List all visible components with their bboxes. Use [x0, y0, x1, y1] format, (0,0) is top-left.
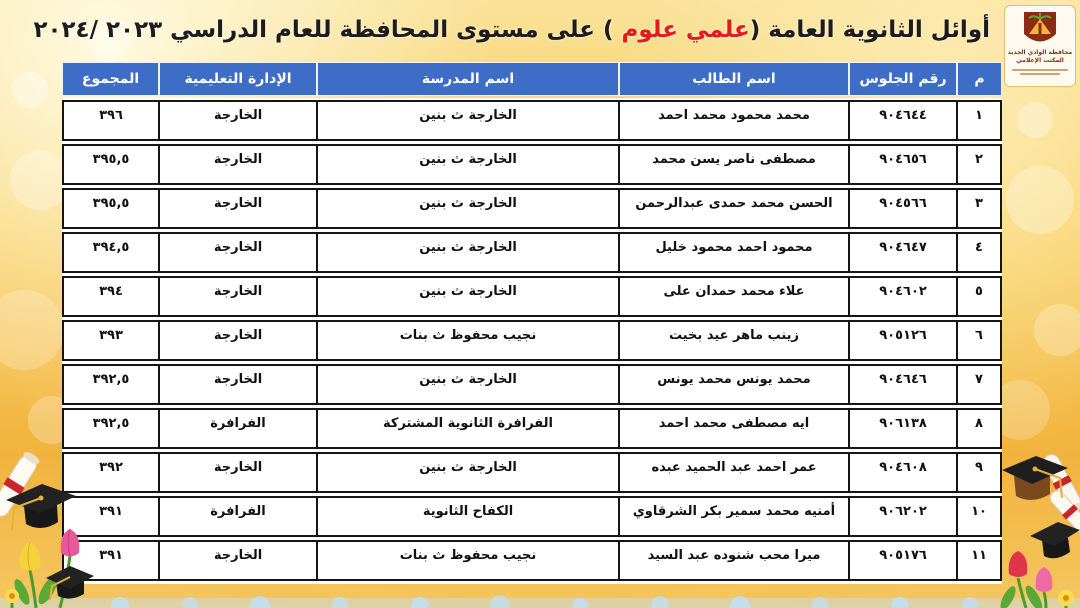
cell-seat-number: ٩٠٤٦٤٦	[848, 366, 956, 403]
cell-student-name: عمر احمد عبد الحميد عبده	[618, 454, 848, 491]
cell-total-score: ٣٩٥,٥	[92, 196, 130, 211]
cell-total-score: ٣٩٤,٥	[92, 240, 130, 255]
cell-school-name: الخارجة ث بنين	[316, 278, 618, 315]
cell-school-name: الخارجة ث بنين	[316, 366, 618, 403]
yellow-flower-icon	[5, 589, 19, 603]
cell-school-name: نجيب محفوظ ث بنات	[316, 322, 618, 359]
cell-student-name: محمود احمد محمود خليل	[618, 234, 848, 271]
graduation-cap-icon	[1002, 456, 1068, 500]
cell-rank: ١	[956, 102, 1000, 139]
cell-administration: الخارجة	[158, 146, 316, 183]
diploma-scroll-icon	[1047, 487, 1080, 536]
diploma-scroll-icon	[1040, 451, 1080, 515]
table-row	[62, 188, 1002, 229]
red-tulip-icon	[1009, 551, 1028, 577]
cell-student-name: زينب ماهر عيد بخيت	[618, 322, 848, 359]
cell-student-name: محمد يونس محمد يونس	[618, 366, 848, 403]
page-title	[33, 11, 990, 49]
cell-administration: الفرافرة	[158, 498, 316, 535]
cell-total-score: ٣٩٢,٥	[92, 372, 130, 387]
cell-school-name: نجيب محفوظ ث بنات	[316, 542, 618, 579]
cell-total-score: ٣٩١	[99, 504, 123, 519]
cell-rank: ٢	[956, 146, 1000, 183]
column-header-seat-number: رقم الجلوس	[850, 63, 956, 95]
cell-school-name: الخارجة ث بنين	[316, 190, 618, 227]
cell-rank: ١١	[956, 542, 1000, 579]
cell-rank: ١٠	[956, 498, 1000, 535]
cell-student-name: أمنيه محمد سمير بكر الشرقاوي	[618, 498, 848, 535]
governorate-logo	[1004, 5, 1076, 87]
cell-rank: ٩	[956, 454, 1000, 491]
table-row	[62, 144, 1002, 185]
cell-rank: ٧	[956, 366, 1000, 403]
table-row	[62, 496, 1002, 537]
cell-total-score: ٣٩٢,٥	[92, 416, 130, 431]
cell-school-name: الفرافرة الثانوية المشتركة	[316, 410, 618, 447]
title-prefix: أوائل الثانوية العامة (	[749, 17, 990, 43]
cell-seat-number: ٩٠٥١٧٦	[848, 542, 956, 579]
cell-school-name: الخارجة ث بنين	[316, 234, 618, 271]
cell-student-name: ميرا محب شنوده عبد السيد	[618, 542, 848, 579]
table-row	[62, 276, 1002, 317]
leaves	[12, 573, 62, 607]
cell-seat-number: ٩٠٦٢٠٢	[848, 498, 956, 535]
table-row	[62, 408, 1002, 449]
cell-administration: الخارجة	[158, 542, 316, 579]
cell-administration: الخارجة	[158, 278, 316, 315]
column-header-number: م	[958, 63, 1001, 95]
cell-administration: الخارجة	[158, 102, 316, 139]
cell-school-name: الكفاح الثانوية	[316, 498, 618, 535]
table-row	[62, 100, 1002, 141]
cell-total-score: ٣٩٤	[99, 284, 123, 299]
cell-seat-number: ٩٠٤٦٤٤	[848, 102, 956, 139]
column-header-educational-administration: الإدارة التعليمية	[160, 63, 316, 95]
title-highlight-track: علمي علوم	[621, 17, 750, 43]
cell-rank: ٥	[956, 278, 1000, 315]
diploma-scroll-icon	[0, 449, 42, 520]
table-row	[62, 232, 1002, 273]
cell-rank: ٨	[956, 410, 1000, 447]
yellow-tulip-icon	[20, 542, 41, 571]
cell-seat-number: ٩٠٤٦٤٧	[848, 234, 956, 271]
column-header-school-name: اسم المدرسة	[318, 63, 618, 95]
cell-rank: ٦	[956, 322, 1000, 359]
cell-total-score: ٣٩٢	[99, 460, 123, 475]
cell-total-score: ٣٩٥,٥	[92, 152, 130, 167]
cell-seat-number: ٩٠٥١٢٦	[848, 322, 956, 359]
cell-administration: الخارجة	[158, 322, 316, 359]
cell-student-name: الحسن محمد حمدى عبدالرحمن	[618, 190, 848, 227]
cell-administration: الخارجة	[158, 454, 316, 491]
table-row	[62, 452, 1002, 493]
cell-rank: ٣	[956, 190, 1000, 227]
leaves	[997, 583, 1045, 608]
cell-seat-number: ٩٠٤٦٠٨	[848, 454, 956, 491]
cell-total-score: ٣٩٣	[99, 328, 123, 343]
cell-administration: الخارجة	[158, 190, 316, 227]
logo-title: محافظة الوادي الجديد	[1007, 49, 1073, 56]
table-row	[62, 364, 1002, 405]
logo-subtitle: المكتب الإعلامي	[1016, 57, 1064, 64]
table-row	[62, 320, 1002, 361]
table-header	[62, 62, 1002, 96]
column-header-total-score: المجموع	[63, 63, 158, 95]
cell-total-score: ٣٩١	[99, 548, 123, 563]
column-header-student-name: اسم الطالب	[620, 63, 848, 95]
tulip-stems	[1018, 578, 1066, 608]
cell-school-name: الخارجة ث بنين	[316, 102, 618, 139]
governorate-emblem-icon	[1018, 9, 1062, 49]
cell-seat-number: ٩٠٤٥٦٦	[848, 190, 956, 227]
pink-tulip-icon	[1036, 567, 1053, 592]
cell-administration: الفرافرة	[158, 410, 316, 447]
cell-school-name: الخارجة ث بنين	[316, 146, 618, 183]
cell-seat-number: ٩٠٤٦٥٦	[848, 146, 956, 183]
graduation-cap-icon	[1030, 522, 1080, 558]
cell-school-name: الخارجة ث بنين	[316, 454, 618, 491]
cell-student-name: علاء محمد حمدان على	[618, 278, 848, 315]
table-row	[62, 540, 1002, 581]
cell-student-name: ايه مصطفى محمد احمد	[618, 410, 848, 447]
cell-student-name: مصطفى ناصر يسن محمد	[618, 146, 848, 183]
cell-administration: الخارجة	[158, 366, 316, 403]
bottom-blue-bokeh	[0, 595, 1080, 608]
yellow-flower-icon	[1058, 590, 1074, 606]
cell-seat-number: ٩٠٤٦٠٢	[848, 278, 956, 315]
cell-seat-number: ٩٠٦١٣٨	[848, 410, 956, 447]
results-table	[62, 98, 1002, 584]
cell-rank: ٤	[956, 234, 1000, 271]
logo-fine-print	[1012, 67, 1068, 77]
cell-administration: الخارجة	[158, 234, 316, 271]
cell-total-score: ٣٩٦	[99, 108, 123, 123]
cell-student-name: محمد محمود محمد احمد	[618, 102, 848, 139]
title-suffix: ) على مستوى المحافظة للعام الدراسي ٢٠٢٣ /٢٠٢٤	[33, 17, 622, 43]
